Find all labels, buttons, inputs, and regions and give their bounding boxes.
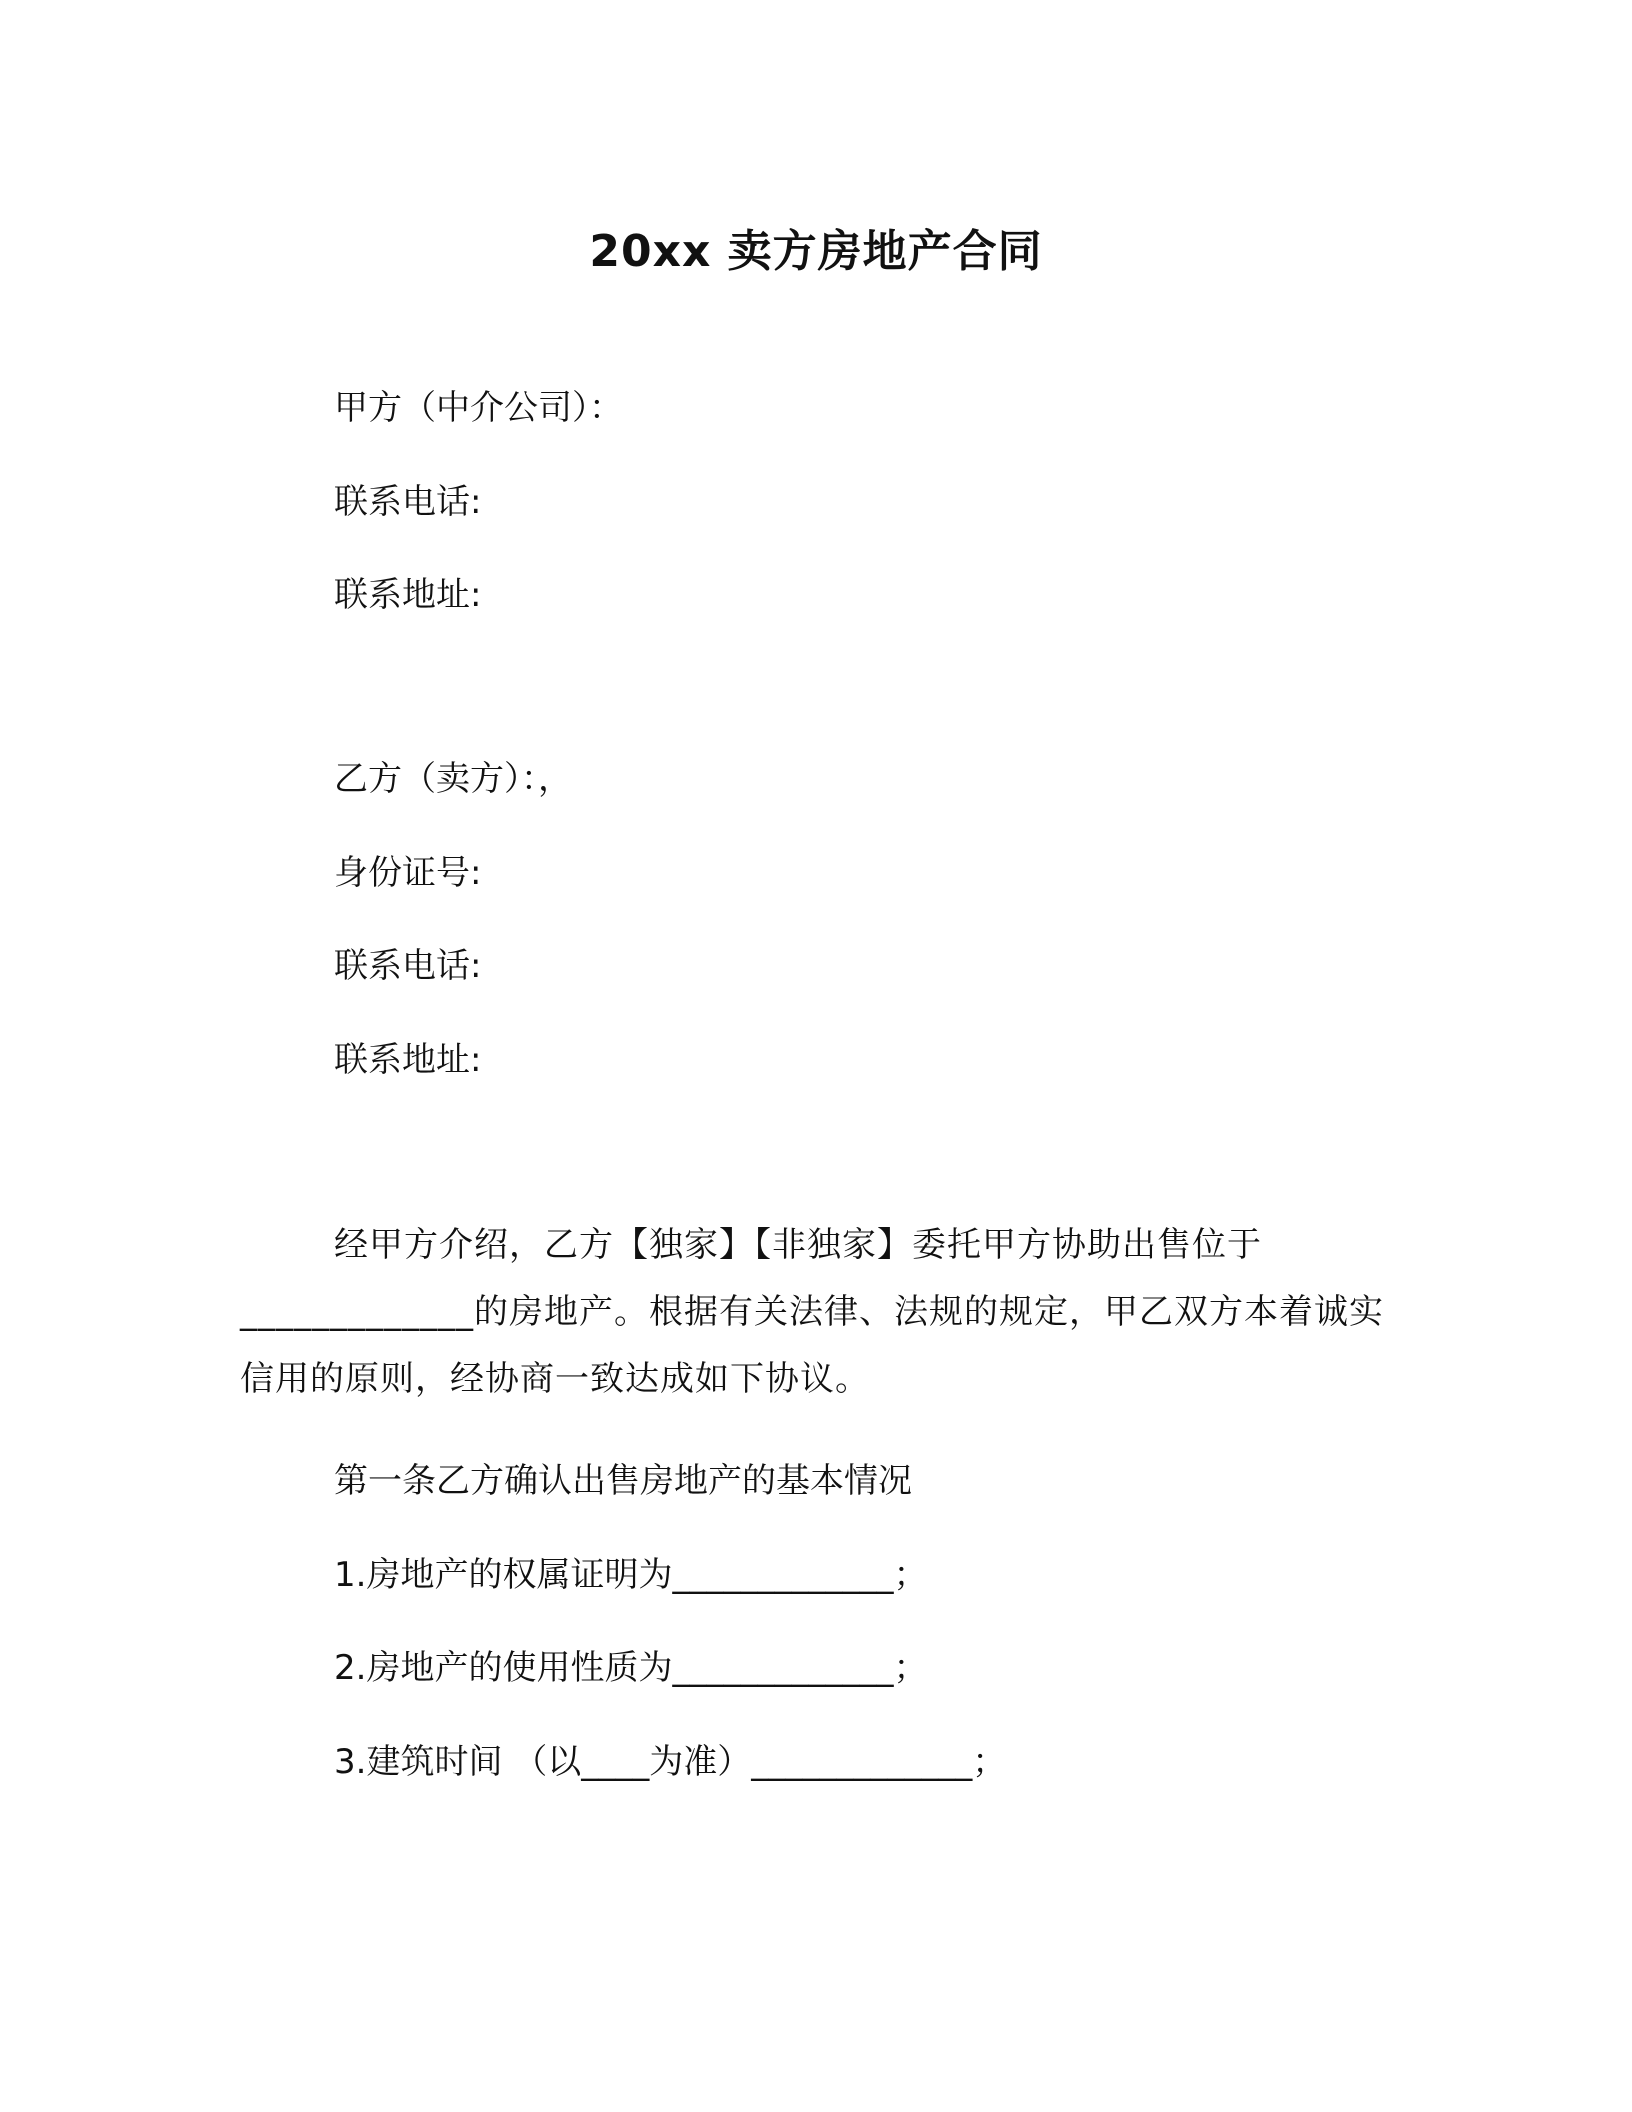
article-1-item: 1.房地产的权属证明为_____________； bbox=[334, 1555, 928, 1595]
party-a-name-label: 甲方（中介公司）： bbox=[334, 388, 623, 428]
document-title: 20xx 卖方房地产合同 bbox=[589, 226, 1043, 277]
party-a-phone-label: 联系电话: bbox=[334, 482, 482, 522]
party-a-address-label: 联系地址: bbox=[334, 575, 482, 615]
intro-paragraph: 经甲方介绍，乙方【独家】【非独家】委托甲方协助出售位于_____________的房地产。根据有关法律、法规的规定，甲乙双方本着诚实信用的原则，经协商一致达成如下协议。 bbox=[240, 1225, 1384, 1399]
party-b-id-label: 身份证号: bbox=[334, 853, 482, 893]
article-1-heading: 第一条乙方确认出售房地产的基本情况 bbox=[334, 1461, 912, 1501]
party-b-address-label: 联系地址: bbox=[334, 1040, 482, 1080]
party-b-phone-label: 联系电话: bbox=[334, 946, 482, 986]
article-1-item: 3.建筑时间 （以____为准）_____________； bbox=[334, 1742, 1007, 1782]
party-b-name-label: 乙方（卖方）：， bbox=[334, 759, 572, 799]
article-1-item: 2.房地产的使用性质为_____________； bbox=[334, 1648, 928, 1688]
